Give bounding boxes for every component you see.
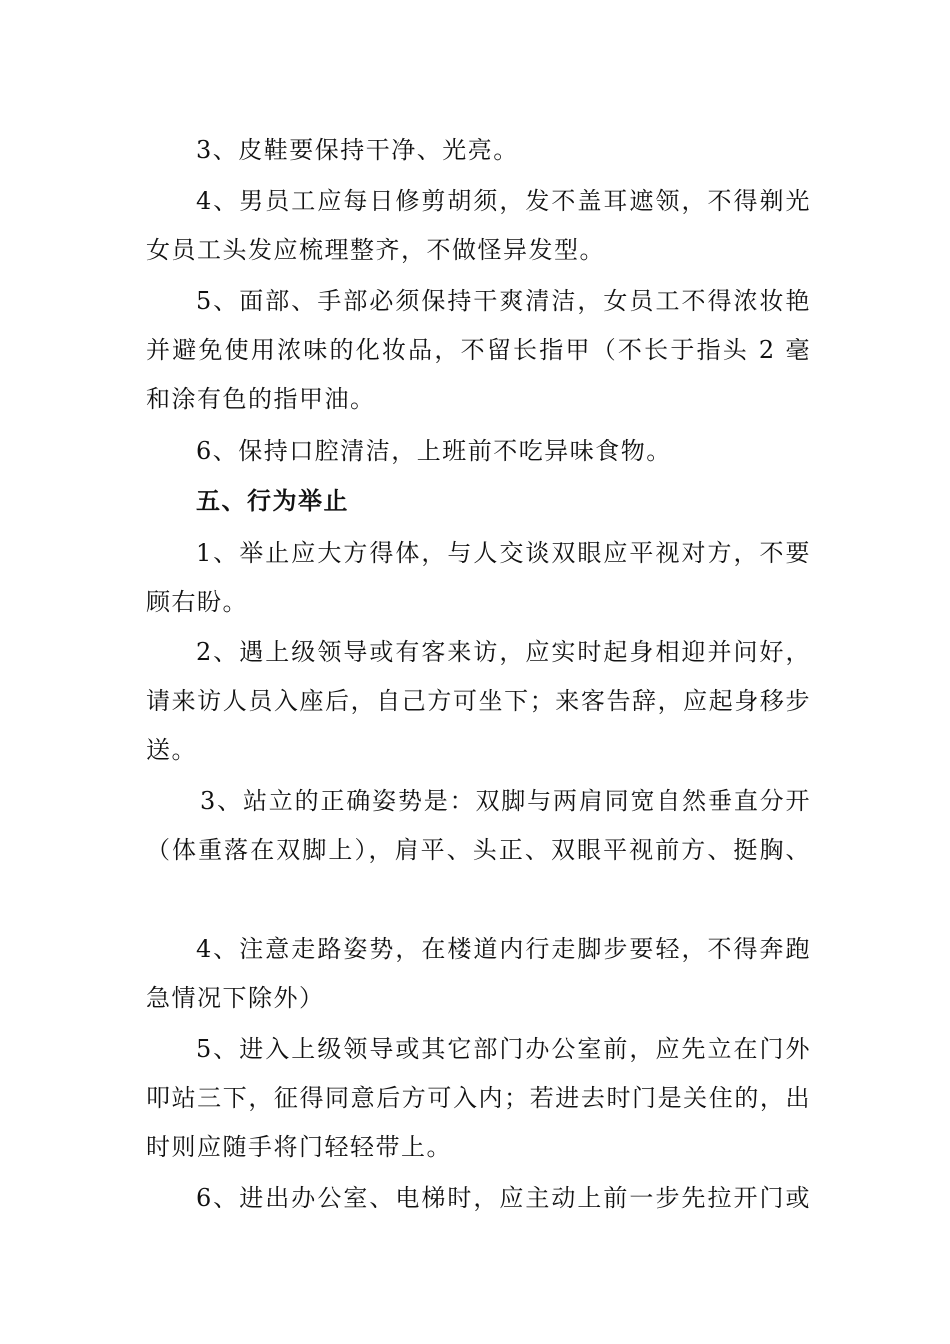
paragraph-line: 送。 bbox=[146, 736, 197, 764]
paragraph-line: 和涂有色的指甲油。 bbox=[146, 385, 376, 413]
paragraph-line: 5、面部、手部必须保持干爽清洁，女员工不得浓妆艳 bbox=[196, 287, 811, 315]
paragraph-line: 请来访人员入座后，自己方可坐下；来客告辞，应起身移步 bbox=[146, 687, 811, 715]
paragraph-line: 1、举止应大方得体，与人交谈双眼应平视对方，不要 bbox=[196, 539, 811, 567]
paragraph-line: 4、男员工应每日修剪胡须，发不盖耳遮领，不得剃光 bbox=[196, 187, 811, 215]
paragraph-line: 6、进出办公室、电梯时，应主动上前一步先拉开门或 bbox=[196, 1184, 811, 1212]
section-heading: 五、行为举止 bbox=[196, 487, 349, 515]
paragraph-line: 6、保持口腔清洁，上班前不吃异味食物。 bbox=[196, 437, 672, 465]
paragraph-line: 顾右盼。 bbox=[146, 588, 248, 616]
paragraph-line: 女员工头发应梳理整齐，不做怪异发型。 bbox=[146, 236, 605, 264]
paragraph-line: （体重落在双脚上），肩平、头正、双眼平视前方、挺胸、 bbox=[146, 836, 811, 864]
paragraph-line: 4、注意走路姿势，在楼道内行走脚步要轻，不得奔跑 bbox=[196, 935, 811, 963]
paragraph-line: 3、皮鞋要保持干净、光亮。 bbox=[196, 136, 519, 164]
paragraph-line: 3、站立的正确姿势是：双脚与两肩同宽自然垂直分开 bbox=[200, 787, 811, 815]
paragraph-line: 2、遇上级领导或有客来访，应实时起身相迎并问好， bbox=[196, 638, 811, 666]
paragraph-line: 叩站三下，征得同意后方可入内；若进去时门是关住的，出 bbox=[146, 1084, 811, 1112]
paragraph-line: 并避免使用浓味的化妆品，不留长指甲（不长于指头 2 毫 bbox=[146, 336, 811, 364]
paragraph-line: 急情况下除外） bbox=[146, 984, 325, 1012]
paragraph-line: 5、进入上级领导或其它部门办公室前，应先立在门外 bbox=[196, 1035, 811, 1063]
paragraph-line: 时则应随手将门轻轻带上。 bbox=[146, 1133, 452, 1161]
